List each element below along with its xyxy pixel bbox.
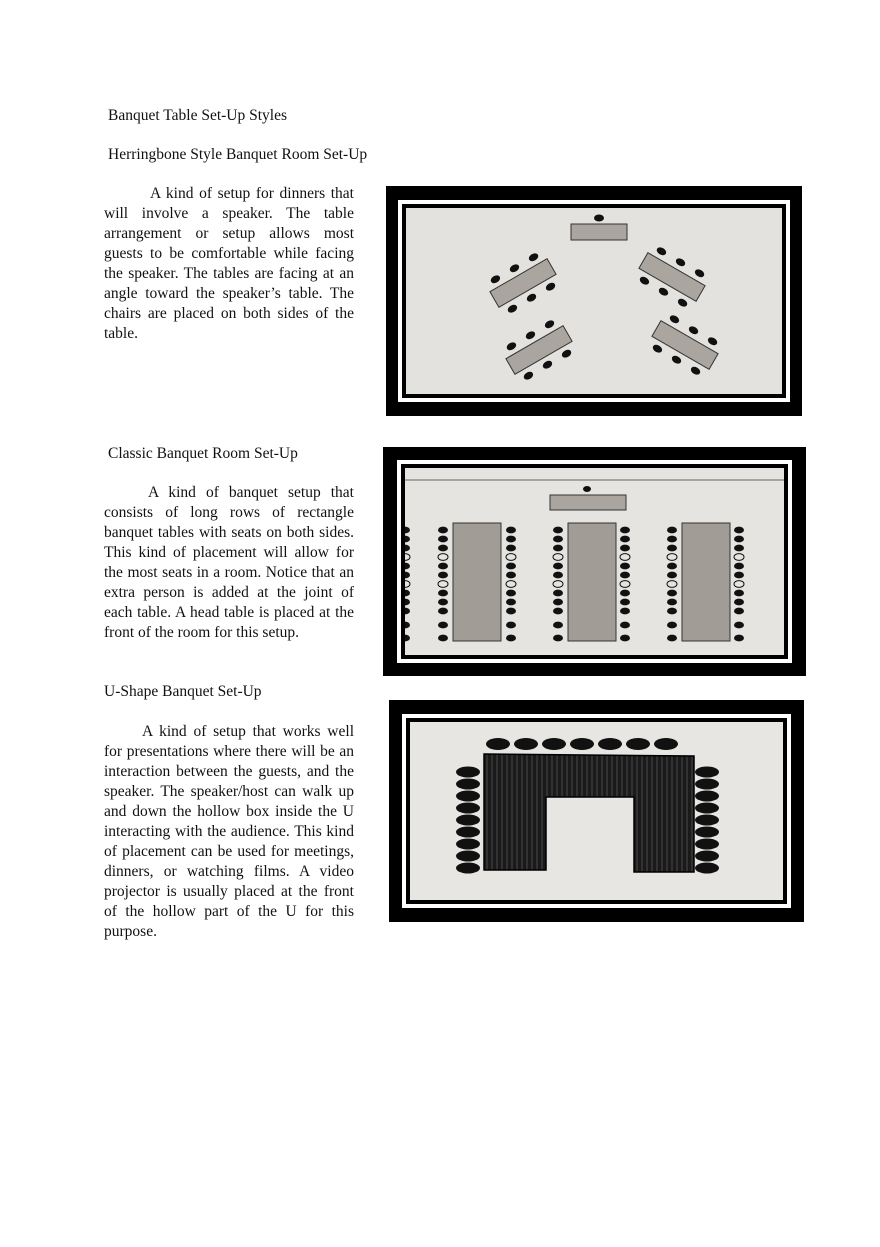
section-heading-herringbone: Herringbone Style Banquet Room Set-Up [108, 146, 368, 163]
section-heading-u-shape: U-Shape Banquet Set-Up [104, 683, 262, 700]
u-shape-diagram-frame [389, 700, 804, 922]
chairs-right [695, 767, 719, 874]
long-table-right [682, 523, 730, 641]
section-body-u-shape: A kind of setup that works well for presentations where there will be an interaction between the guests, and the speaker. The speaker/host can walk up and down the hollow box inside the U interacting with the audience. This kind of placement can be used for meetings, dinners, or watching films. A video projector is usually placed at the front of the hollow part of the U for this purpose. [104, 723, 354, 940]
long-table-center [568, 523, 616, 641]
u-shape-diagram [410, 722, 783, 900]
classic-diagram-frame [383, 447, 806, 676]
herringbone-diagram [406, 208, 782, 394]
page-title: Banquet Table Set-Up Styles [108, 107, 288, 124]
long-table-left [453, 523, 501, 641]
section-heading-classic: Classic Banquet Room Set-Up [108, 445, 298, 462]
herringbone-diagram-frame [386, 186, 802, 416]
chairs-left [456, 767, 480, 874]
section-body-herringbone: A kind of setup for dinners that will involve a speaker. The table arrangement or setup allows most guests to be comfortable while facing the speaker. The tables are facing at an angle toward the speaker’s table. The chairs are placed on both sides of the table. [104, 185, 354, 342]
section-body-classic: A kind of banquet setup that consists of long rows of rectangle banquet tables with seats on both sides. This kind of placement will allow for the most seats in a room. Notice that an extra person is added at the joint of each table. A head table is placed at the front of the room for this setup. [104, 484, 354, 641]
classic-diagram [405, 468, 784, 655]
